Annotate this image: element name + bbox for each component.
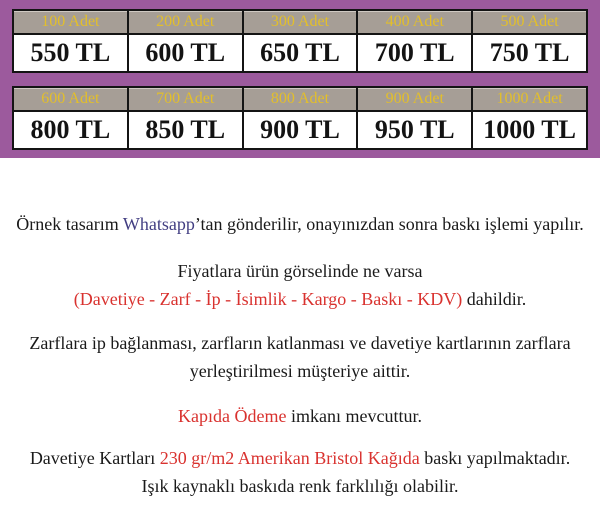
note-text: baskı yapılmaktadır. (419, 448, 571, 468)
qty-header-cell: 700 Adet (128, 87, 243, 111)
price-cell: 1000 TL (472, 111, 587, 149)
price-row (13, 34, 587, 72)
note-text: yerleştirilmesi müşteriye aittir. (189, 361, 411, 381)
note-text: Işık kaynaklı baskıda renk farklılığı olabilir. (141, 476, 459, 496)
note-sample-design (0, 210, 600, 238)
note-text: Örnek tasarım (16, 214, 123, 234)
price-cell: 800 TL (13, 111, 128, 149)
qty-header-cell: 200 Adet (128, 10, 243, 34)
note-customer-assembly (0, 329, 600, 385)
price-cell: 900 TL (243, 111, 358, 149)
price-cell: 750 TL (472, 34, 587, 72)
qty-header-cell: 900 Adet (357, 87, 472, 111)
price-table-row1 (12, 9, 588, 73)
quantity-header-row (13, 10, 587, 34)
note-cash-on-delivery (0, 402, 600, 430)
note-text: Zarflara ip bağlanması, zarfların katlanması ve davetiye kartlarının zarflara (29, 333, 571, 353)
qty-header-cell: 800 Adet (243, 87, 358, 111)
price-cell: 600 TL (128, 34, 243, 72)
price-cell: 650 TL (243, 34, 358, 72)
qty-header-cell: 300 Adet (243, 10, 358, 34)
note-text: dahildir. (462, 289, 527, 309)
qty-header-cell: 500 Adet (472, 10, 587, 34)
price-cell: 700 TL (357, 34, 472, 72)
price-cell: 850 TL (128, 111, 243, 149)
note-text: Fiyatlara ürün görselinde ne varsa (177, 261, 423, 281)
notes-section (0, 158, 600, 500)
price-cell: 550 TL (13, 34, 128, 72)
qty-header-cell: 1000 Adet (472, 87, 587, 111)
qty-header-cell: 400 Adet (357, 10, 472, 34)
note-price-includes (0, 257, 600, 313)
qty-header-cell: 100 Adet (13, 10, 128, 34)
quantity-header-row (13, 87, 587, 111)
paper-spec-highlight: 230 gr/m2 Amerikan Bristol Kağıda (159, 448, 420, 468)
note-paper-spec (0, 444, 600, 500)
price-table-row2 (12, 86, 588, 150)
included-items-highlight: (Davetiye - Zarf - İp - İsimlik - Kargo - Baskı - KDV) (73, 289, 463, 309)
note-text: ’tan gönderilir, onayınızdan sonra baskı işlemi yapılır. (194, 214, 584, 234)
price-row (13, 111, 587, 149)
pricing-banner (0, 0, 600, 158)
cod-highlight: Kapıda Ödeme (178, 406, 287, 426)
qty-header-cell: 600 Adet (13, 87, 128, 111)
whatsapp-label: Whatsapp (122, 214, 195, 234)
price-cell: 950 TL (357, 111, 472, 149)
note-text: Davetiye Kartları (29, 448, 160, 468)
note-text: imkanı mevcuttur. (286, 406, 422, 426)
